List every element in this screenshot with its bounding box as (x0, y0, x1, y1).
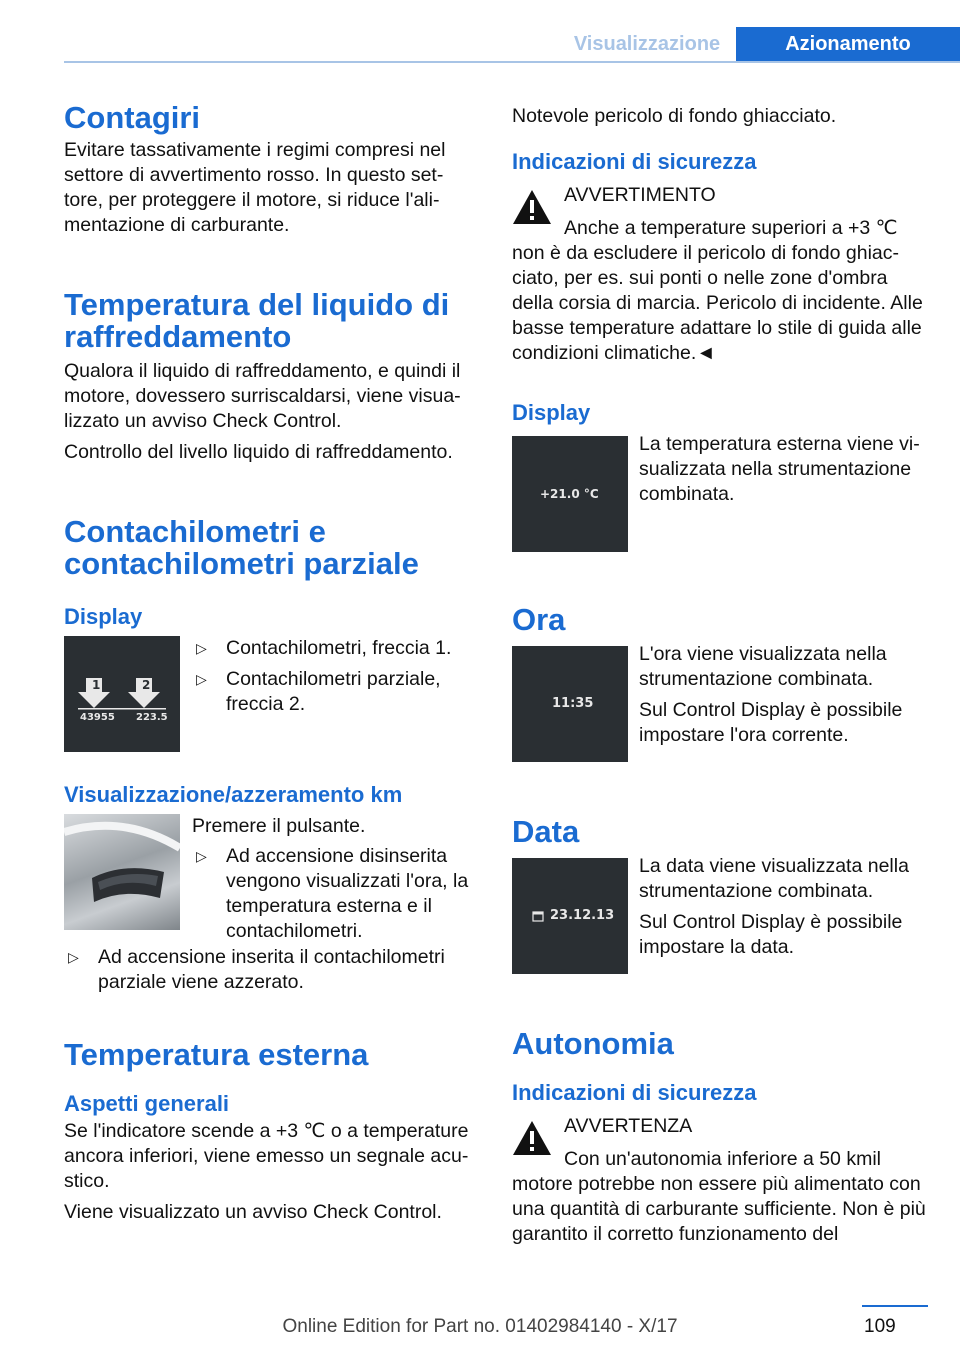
temp-liquido-p2: Controllo del livello liquido di raffreddamento. (64, 441, 453, 463)
ora-block (512, 643, 928, 762)
odo-bullets (192, 636, 482, 717)
warning-block-2 (512, 1114, 928, 1139)
temp-display-image (512, 436, 628, 552)
clock-display-value: 11:35 (552, 696, 594, 711)
heading-ora: Ora (512, 602, 566, 637)
odo-bullet-2: ▷ Contachilometri parziale, freccia 2. (192, 667, 482, 717)
clock-display-image (512, 646, 628, 762)
heading-temp-liquido: Temperatura del liquido di raffreddamento (64, 287, 450, 354)
temp-esterna-p1: Se l'indicatore scende a +3 ℃ o a temperature ancora inferiori, viene emesso un segnale acu-stico. (64, 1120, 469, 1192)
reset-bullets-outer (64, 945, 478, 995)
ora-p2: Sul Control Display è possibile impostare l'ora corrente. (639, 699, 903, 746)
warning-icon (512, 1120, 552, 1156)
odo-value: 43955 (80, 712, 115, 723)
reset-bullet-2: ▷ Ad accensione inserita il contachilometri parziale viene azzerato. (64, 945, 478, 995)
heading-temp-esterna: Temperatura esterna (64, 1037, 369, 1072)
odo-bullet-1: ▷ Contachilometri, freccia 1. (192, 636, 482, 661)
date-display-value: 23.12.13 (550, 908, 615, 923)
tab-visualizzazione[interactable]: Visualizzazione (558, 27, 736, 61)
heading-contagiri: Contagiri (64, 100, 201, 135)
subheading-display-odo: Display (64, 604, 143, 629)
reset-block (64, 814, 478, 944)
subheading-sicurezza-2: Indicazioni di sicurezza (512, 1080, 757, 1105)
reset-button-image (64, 814, 180, 930)
warning2-title: AVVERTENZA (564, 1115, 693, 1137)
data-block (512, 855, 928, 974)
data-p2: Sul Control Display è possibile impostare la data. (639, 911, 903, 958)
ora-p1: L'ora viene visualizzata nella strumentazione combinata. (639, 643, 887, 690)
subheading-aspetti-generali: Aspetti generali (64, 1091, 230, 1116)
heading-autonomia: Autonomia (512, 1026, 674, 1061)
subheading-display-temp: Display (512, 400, 591, 425)
temp-display-text: La temperatura esterna viene vi-sualizzata nella strumentazione combinata. (639, 433, 920, 505)
footer-edition: Online Edition for Part no. 01402984140 - X/17 (282, 1316, 678, 1337)
subheading-sicurezza-1: Indicazioni di sicurezza (512, 149, 757, 174)
heading-contachilometri: Contachilometri e contachilometri parziale (64, 514, 419, 581)
odometer-display-image (64, 636, 180, 752)
heading-data: Data (512, 814, 580, 849)
odo-arrow-label-2: 2 (142, 678, 151, 692)
contagiri-text: Evitare tassativamente i regimi compresi nel settore di avvertimento rosso. In questo set-tore, per proteggere il motore, si riduce l'ali-mentazione di carburante. (64, 139, 446, 236)
header-divider (64, 61, 960, 63)
warning1-text: Anche a temperature superiori a +3 ℃ non è da escludere il pericolo di fondo ghiac-ciato, per es. sui ponti o nelle zone d'ombra della corsia di marcia. Pericolo di incidente. Alle basse temperature adattare lo stile di guida alle condizioni climatiche.◄ (512, 217, 923, 364)
warning1-title: AVVERTIMENTO (564, 184, 716, 206)
reset-bullets-inner (192, 844, 482, 944)
temp-display-block (512, 433, 928, 552)
page-number-rule (862, 1305, 928, 1307)
arrow-down-icon (64, 636, 180, 752)
reset-text: Premere il pulsante. (192, 815, 366, 837)
warning-block-1 (512, 183, 928, 208)
calendar-icon (532, 910, 544, 922)
page-number: 109 (864, 1316, 896, 1337)
odo-block (64, 636, 478, 752)
subheading-reset-km: Visualizzazione/azzeramento km (64, 782, 403, 807)
right-column (512, 96, 928, 1247)
reset-bullet-1: ▷ Ad accensione disinserita vengono visualizzati l'ora, la temperatura esterna e il contachilometri. (192, 844, 482, 944)
temp-display-value: +21.0 °C (540, 487, 599, 501)
tab-azionamento[interactable]: Azionamento (736, 27, 960, 61)
temp-esterna-p2: Viene visualizzato un avviso Check Control. (64, 1201, 442, 1223)
trip-value: 223.5 (136, 712, 168, 723)
date-display-image (512, 858, 628, 974)
data-p1: La data viene visualizzata nella strumentazione combinata. (639, 855, 909, 902)
intro-text: Notevole pericolo di fondo ghiacciato. (512, 105, 837, 127)
temp-liquido-p1: Qualora il liquido di raffreddamento, e quindi il motore, dovessero surriscaldarsi, viene visua-lizzato un avviso Check Control. (64, 360, 461, 432)
odo-arrow-label-1: 1 (92, 678, 101, 692)
warning-icon (512, 189, 552, 225)
left-column (64, 96, 478, 1225)
warning2-text: Con un'autonomia inferiore a 50 kmil motore potrebbe non essere più alimentato con una quantità di carburante sufficiente. Non è più garantito il corretto funzionamento del (512, 1148, 926, 1245)
